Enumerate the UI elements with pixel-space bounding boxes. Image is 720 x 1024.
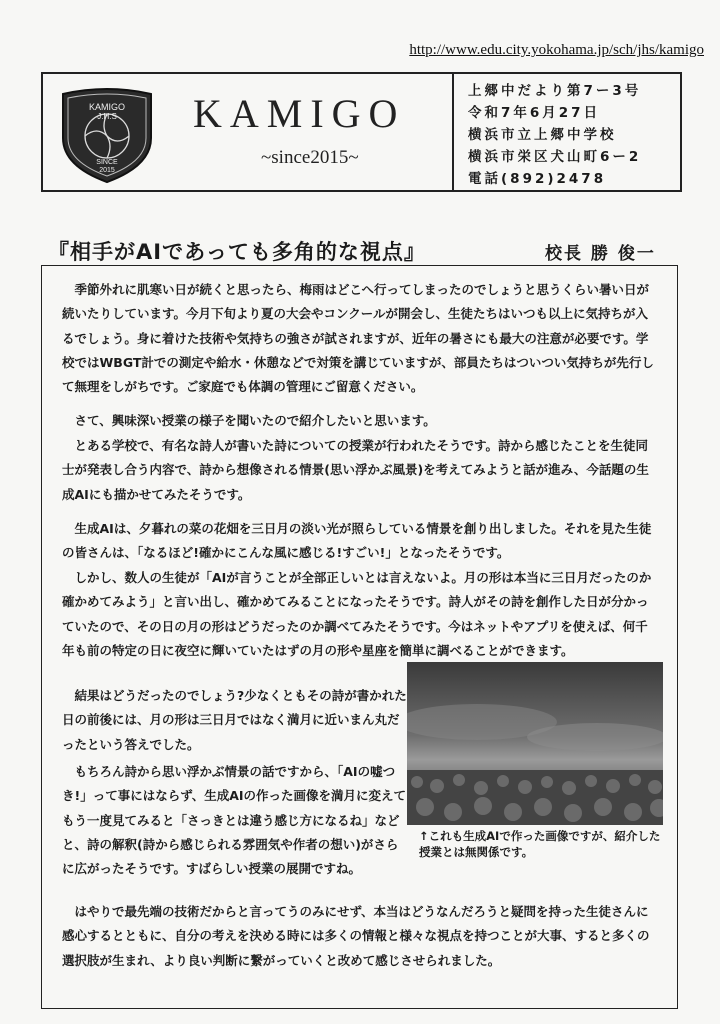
school-url[interactable]: http://www.edu.city.yokohama.jp/sch/jhs/kamigo <box>409 42 704 58</box>
paragraph-6: 結果はどうだったのでしょう?少なくともその詩が書かれた日の前後には、月の形は三日月ではなく満月に近いまん丸だったという答えでした。 <box>62 688 407 752</box>
image-caption: ↑これも生成AIで作った画像ですが、紹介した授業とは無関係です。 <box>419 829 661 859</box>
paragraph-1: 季節外れに肌寒い日が続くと思ったら、梅雨はどこへ行ってしまったのでしょうと思うくらい暑い日が続いたりしています。今月下旬より夏の大会やコンクールが開会し、生徒たちはいつも以上に気持ちが入るでしょう。身に着けた技術や気持ちの強さが試されますが、近年の暑さにも最大の注意が必要です。学校ではWBGT計での測定や給水・休憩などで対策を講じていますが、部員たちはついつい気持ちが先行して無理をしがちです。ご家庭でも体調の管理にご留意ください。 <box>62 282 654 395</box>
article-body <box>41 265 678 1009</box>
crest-text-2: J.H.S <box>97 112 117 121</box>
paragraph-2: さて、興味深い授業の様子を聞いたので紹介したいと思います。 <box>74 413 436 428</box>
school-phone: 電話(892)2478 <box>468 171 607 187</box>
school-name: 横浜市立上郷中学校 <box>468 127 617 143</box>
masthead-title-area <box>43 74 454 190</box>
crest-text-4: 2015 <box>99 167 115 174</box>
ai-generated-moon-image <box>407 662 663 825</box>
crest-text-3: SINCE <box>96 159 118 166</box>
issue-info <box>454 74 680 190</box>
article-author: 校長 勝 俊一 <box>545 244 656 264</box>
paragraph-3: とある学校で、有名な詩人が書いた詩についての授業が行われたそうです。詩から感じたことを生徒同士が発表し合う内容で、詩から想像される情景(思い浮かぶ風景)を考えてみようと話が進み、今話題の生成AIにも描かせてみたそうです。 <box>62 438 649 502</box>
paragraph-7: もちろん詩から思い浮かぶ情景の話ですから、「AIの嘘つき!」って事にはならず、生成AIの作った画像を満月に変えてもう一度見てみると「さっきとは違う感じ方になるね」などと、詩の解釈(詩から感じられる雰囲気や作者の想い)がさらに広がったそうです。すばらしい授業の展開ですね。 <box>62 764 407 877</box>
article-headline: 『相手がAIであっても多角的な視点』 <box>48 240 426 264</box>
school-address: 横浜市栄区犬山町6ー2 <box>468 149 642 165</box>
issue-number: 上郷中だより第7ー3号 <box>468 83 642 99</box>
newsletter-title: KAMIGO <box>193 91 406 136</box>
paragraph-8: はやりで最先端の技術だからと言ってうのみにせず、本当はどうなんだろうと疑問を持った生徒さんに感心するとともに、自分の考えを決める時には多くの情報と様々な視点を持つことが大事、すると多くの選択肢が生まれ、より良い判断に繋がっていくと改めて感じさせられました。 <box>62 904 650 968</box>
school-crest-logo <box>57 86 157 184</box>
masthead <box>41 72 682 192</box>
issue-date: 令和7年6月27日 <box>468 105 601 121</box>
since-subtitle: ~since2015~ <box>261 147 359 168</box>
paragraph-5: しかし、数人の生徒が「AIが言うことが全部正しいとは言えないよ。月の形は本当に三日月だったのか確かめてみよう」と言い出し、確かめてみることになったそうです。詩人がその詩を創作した日が分かっていたので、その日の月の形はどうだったのか調べてみたそうです。今はネットやアプリを使えば、何千年も前の特定の日に夜空に輝いていたはずの月の形や星座を簡単に調べることができます。 <box>62 570 652 658</box>
crest-text-1: KAMIGO <box>88 102 126 112</box>
paragraph-4: 生成AIは、夕暮れの菜の花畑を三日月の淡い光が照らしている情景を創り出しました。それを見た生徒の皆さんは、「なるほど!確かにこんな風に感じる!すごい!」となったそうです。 <box>62 521 652 561</box>
